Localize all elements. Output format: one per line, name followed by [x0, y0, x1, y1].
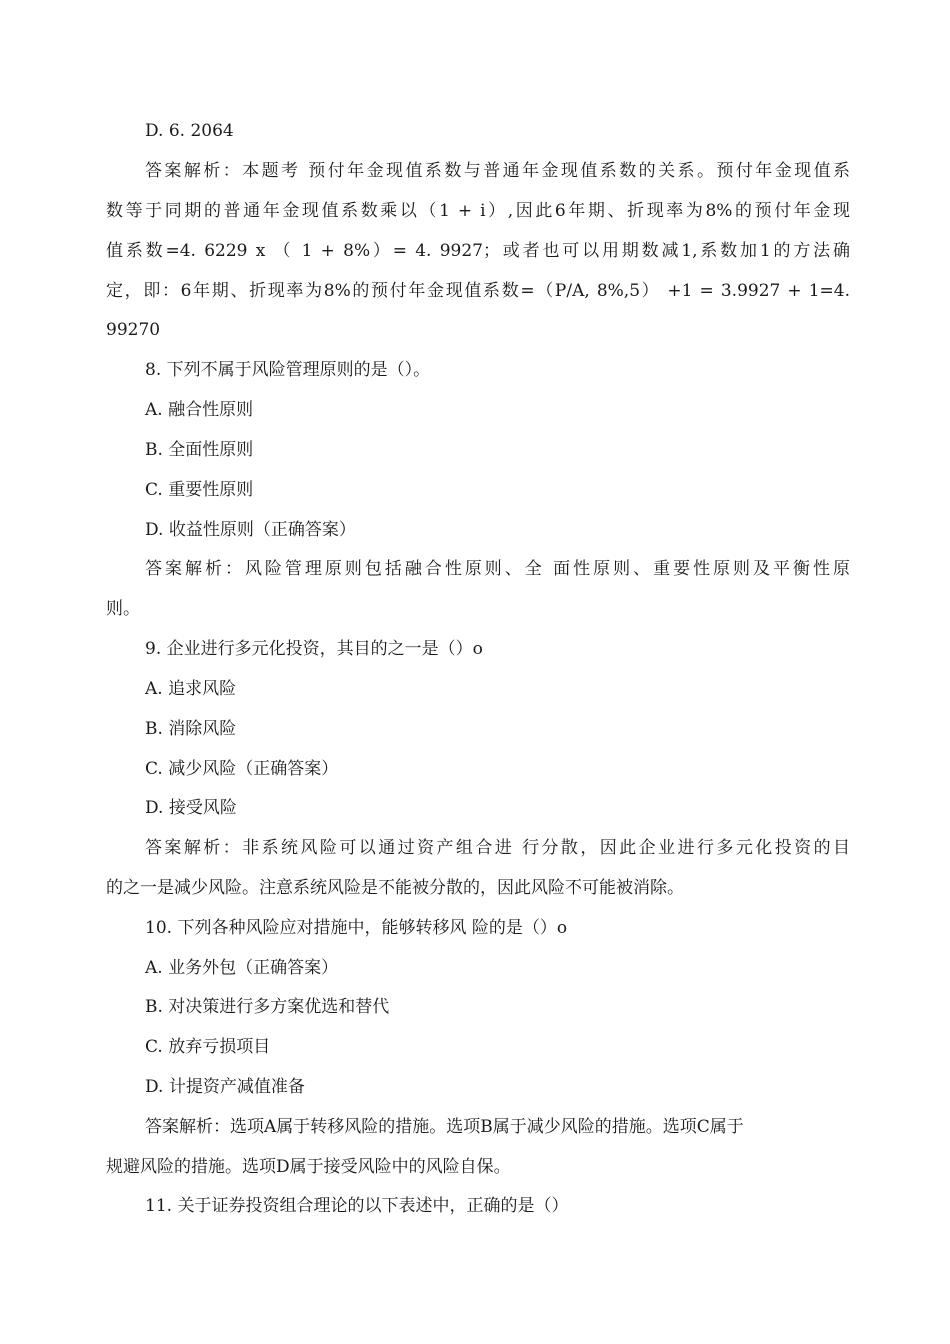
q11-question: 11. 关于证券投资组合理论的以下表述中，正确的是（）: [145, 1196, 569, 1216]
q8-option-b: B. 全面性原则: [145, 440, 254, 460]
q8-option-d: D. 收益性原则（正确答案）: [145, 520, 356, 540]
q8-explanation-line-1: 答案解析：风险管理原则包括融合性原则、全 面性原则、重要性原则及平衡性原: [145, 559, 850, 579]
q9-question: 9. 企业进行多元化投资，其目的之一是（）o: [145, 639, 483, 659]
q8-option-c: C. 重要性原则: [145, 480, 254, 500]
q9-option-d: D. 接受风险: [145, 798, 237, 818]
q9-explanation-line-1: 答案解析：非系统风险可以通过资产组合进 行分散，因此企业进行多元化投资的目: [145, 838, 850, 858]
q7-explanation-line-5: 99270: [106, 320, 161, 340]
q8-question: 8. 下列不属于风险管理原则的是（）。: [145, 360, 431, 380]
q9-option-a: A. 追求风险: [145, 679, 237, 699]
q9-option-c: C. 减少风险（正确答案）: [145, 759, 339, 779]
q10-question: 10. 下列各种风险应对措施中，能够转移风 险的是（）o: [145, 918, 568, 938]
q7-option-d: D. 6. 2064: [145, 121, 234, 141]
q7-explanation-line-4: 定，即：6年期、折现率为8%的预付年金现值系数=（P/A, 8%,5） +1 = 3.9927 + 1=4.: [106, 281, 850, 301]
q10-option-d: D. 计提资产减值准备: [145, 1077, 305, 1097]
q10-explanation-line-2: 规避风险的措施。选项D属于接受风险中的风险自保。: [106, 1157, 511, 1177]
q8-option-a: A. 融合性原则: [145, 400, 254, 420]
q10-explanation-line-1: 答案解析：选项A属于转移风险的措施。选项B属于减少风险的措施。选项C属于: [145, 1117, 744, 1137]
q10-option-a: A. 业务外包（正确答案）: [145, 958, 339, 978]
q10-option-c: C. 放弃亏损项目: [145, 1037, 271, 1057]
q7-explanation-line-1: 答案解析：本题考 预付年金现值系数与普通年金现值系数的关系。预付年金现值系: [145, 161, 850, 181]
q7-explanation-line-3: 值系数=4. 6229 x （ 1 + 8%）= 4. 9927；或者也可以用期数减1,系数加1的方法确: [106, 241, 850, 261]
q7-explanation-line-2: 数等于同期的普通年金现值系数乘以（1 + i）,因此6年期、折现率为8%的预付年金现: [106, 201, 850, 221]
q8-explanation-line-2: 则。: [106, 599, 140, 619]
q10-option-b: B. 对决策进行多方案优选和替代: [145, 997, 390, 1017]
q9-explanation-line-2: 的之一是减少风险。注意系统风险是不能被分散的，因此风险不可能被消除。: [106, 878, 684, 898]
q9-option-b: B. 消除风险: [145, 719, 237, 739]
